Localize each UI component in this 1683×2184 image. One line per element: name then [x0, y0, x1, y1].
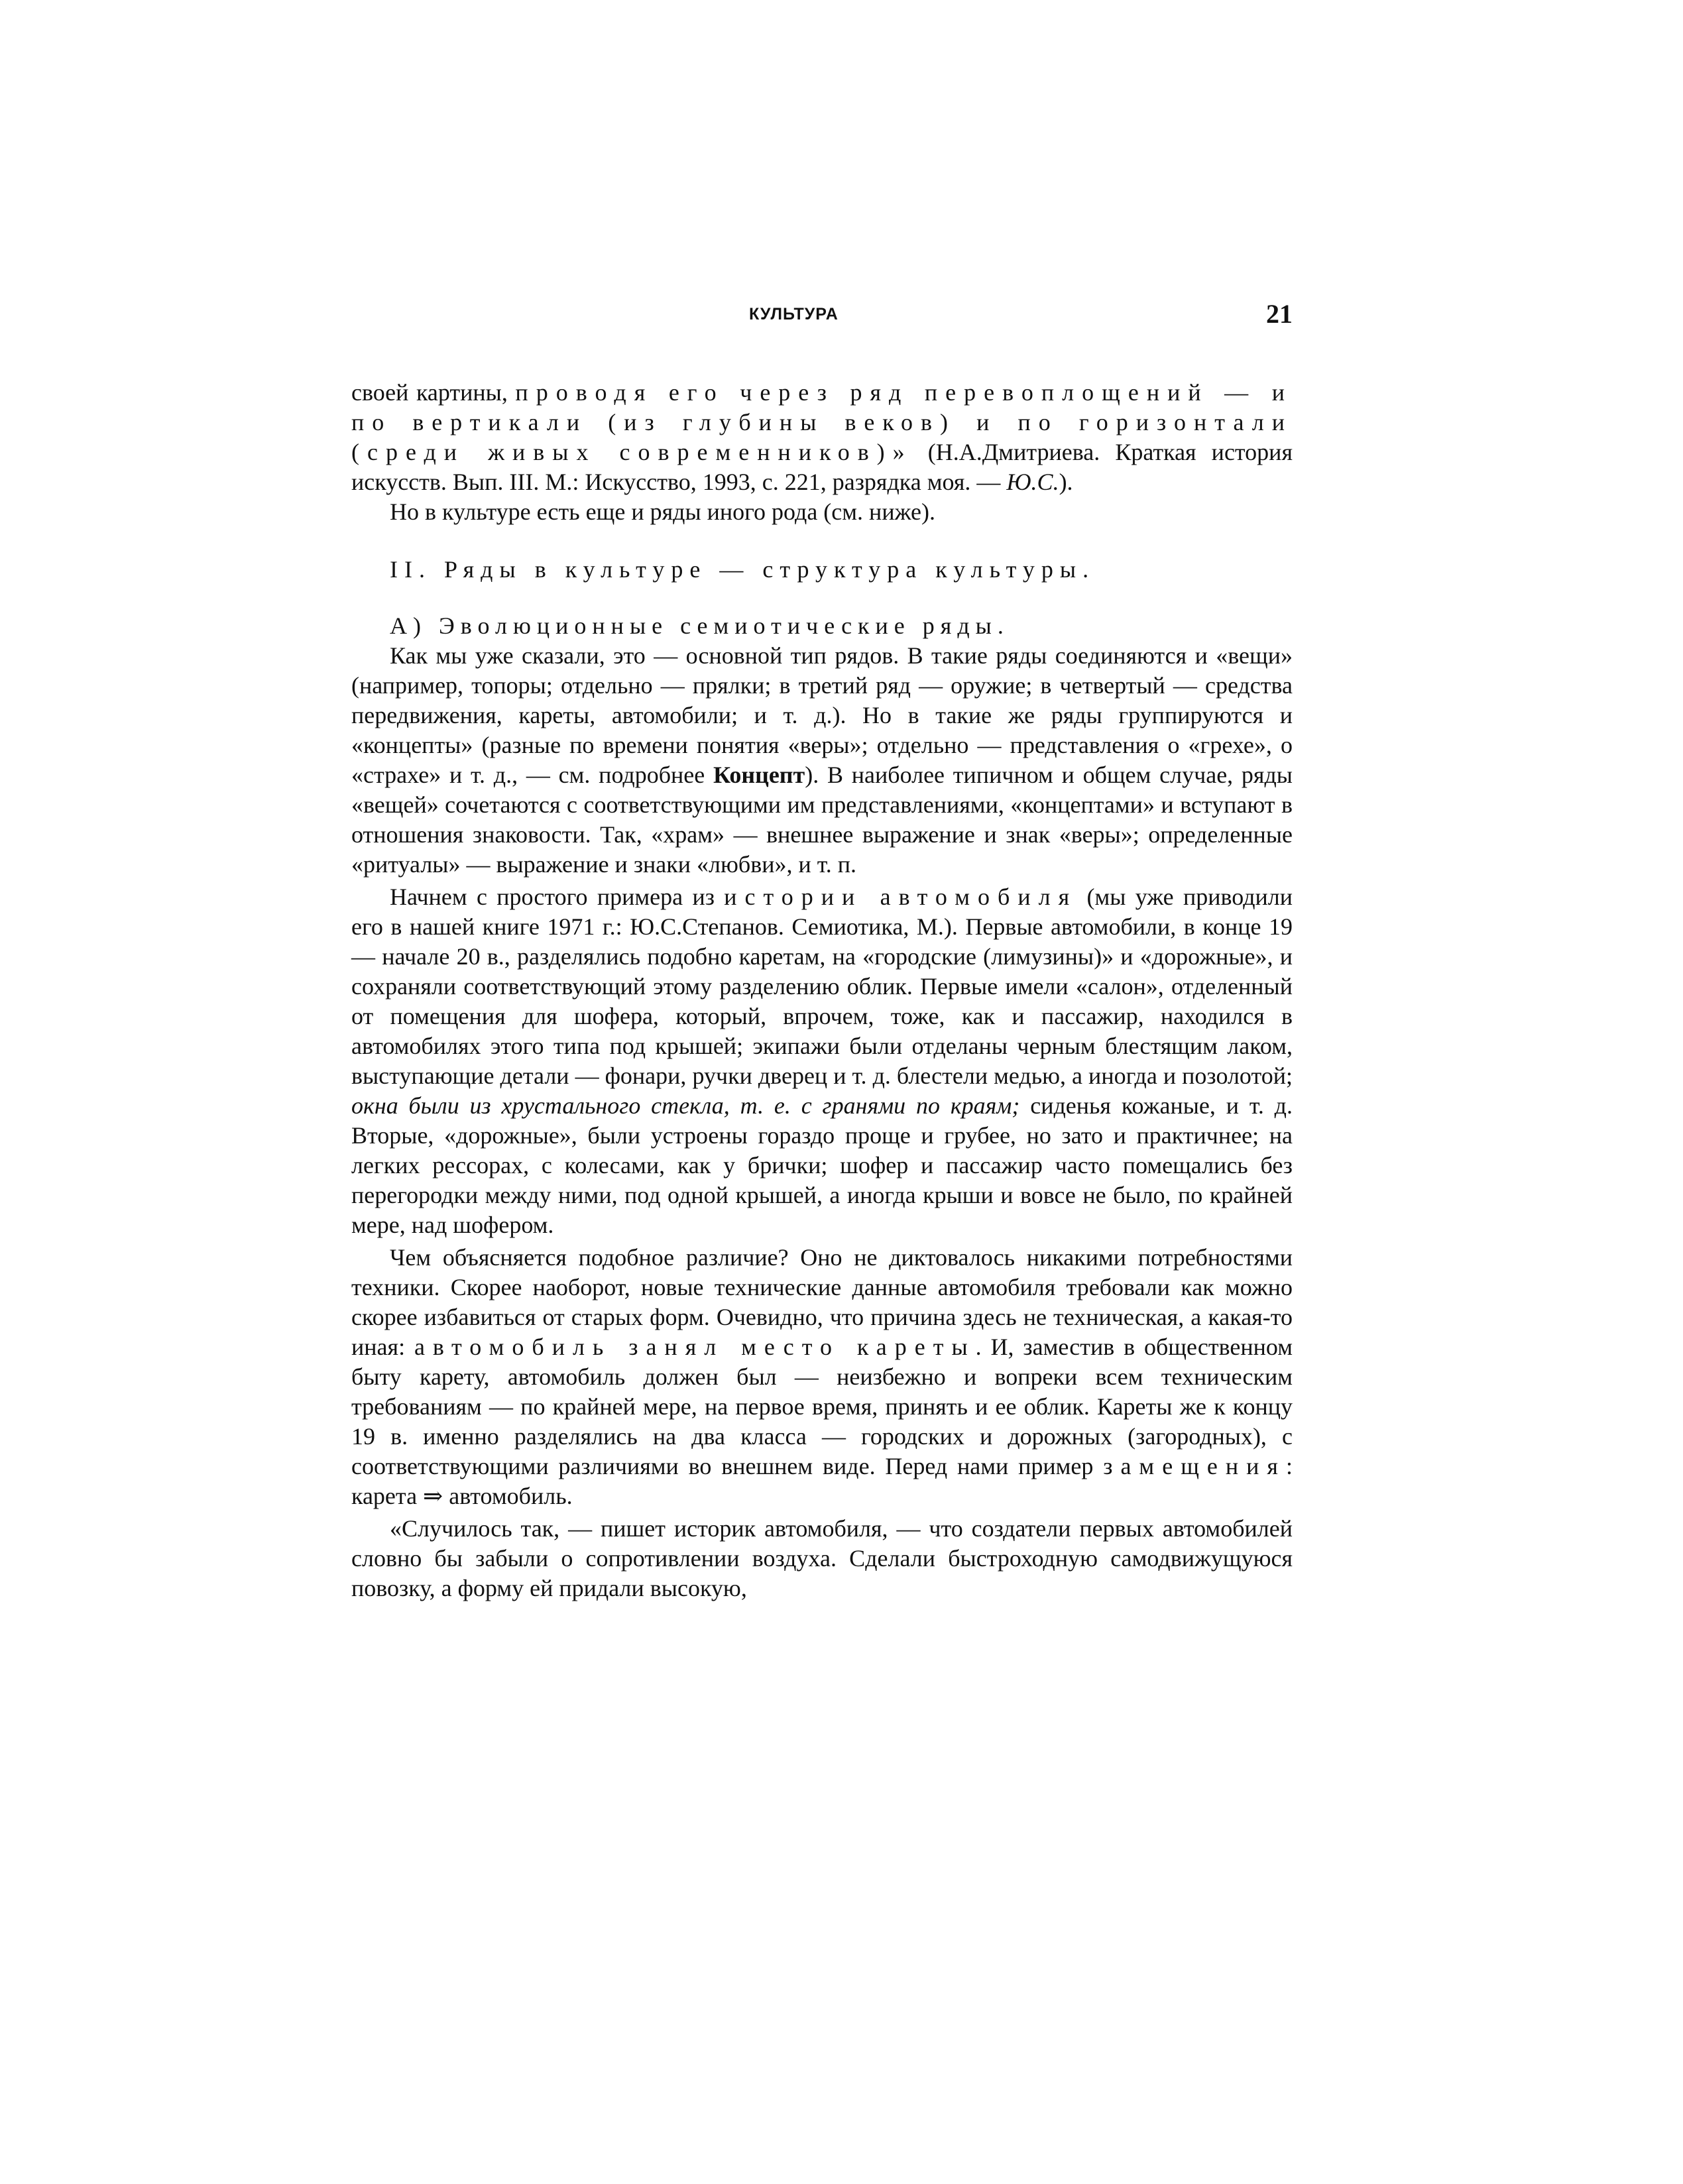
- author-initials: Ю.С.: [1006, 469, 1059, 495]
- spaced-emphasis: истории автомобиля: [724, 884, 1078, 910]
- spaced-emphasis: проводя его через ряд перевоплощений — и по вертикали (из глубины веков) и по горизонтали (среди живых современников)»: [351, 379, 1293, 465]
- subsection-heading: А) Эволюционные семиотические ряды.: [390, 612, 1010, 639]
- running-head: [351, 298, 1293, 331]
- paragraph-other-rows: Но в культуре есть еще и ряды иного рода (см. ниже).: [390, 498, 935, 525]
- paragraph-evolutionary-rows: Как мы уже сказали, это — основной тип рядов. В такие ряды соединяются и «вещи» (например, топоры; отдельно — прялки; в третий ряд — оружие; в четвертый — средства передвижения, кареты, автомобили; и т. д.). Но в такие же ряды группируются и «концепты» (разные по времени понятия «веры»; отдельно — представления о «грехе», о «страхе» и т. д., — см. подробнее Концепт). В наиболее типичном и общем случае, ряды «вещей» сочетаются с соответствующими им представлениями, «концептами» и вступают в отношения знаковости. Так, «храм» — внешнее выражение и знак «веры»; определенные «ритуалы» — выражение и знаки «любви», и т. п.: [351, 642, 1293, 878]
- spaced-emphasis: замещения: [1103, 1453, 1286, 1479]
- section-heading: II. Ряды в культуре — структура культуры.: [390, 556, 1096, 583]
- paragraph-historian-quote: «Случилось так, — пишет историк автомобиля, — что создатели первых автомобилей словно бы забыли о сопротивлении воздуха. Сделали быстроходную самодвижущуюся повозку, а форму ей придали высокую,: [351, 1515, 1293, 1601]
- cross-reference-term: Концепт: [713, 762, 805, 788]
- paragraph-substitution: Чем объясняется подобное различие? Оно не диктовалось никакими потребностями техники. Скорее наоборот, новые технические данные автомобиля требовали как можно скорее избавиться от старых форм. Очевидно, что причина здесь не техническая, а какая-то иная: автомобиль занял место кареты. И, заместив в общественном быту карету, автомобиль должен был — неизбежно и вопреки всем техническим требованиям — по крайней мере, на первое время, принять и ее облик. Кареты же к концу 19 в. именно разделялись на два класса — городских и дорожных (загородных), с соответствующими различиями во внешнем виде. Перед нами пример замещения: карета ⇒ автомобиль.: [351, 1244, 1293, 1509]
- page-number: 21: [1266, 299, 1293, 329]
- running-title: КУЛЬТУРА: [749, 305, 839, 323]
- book-page: [351, 298, 1293, 1603]
- paragraph-quote-end: своей картины, проводя его через ряд перевоплощений — и по вертикали (из глубины веков) и по горизонтали (среди живых современников)» (Н.А.Дмитриева. Краткая история искусств. Вып. III. М.: Искусство, 1993, с. 221, разрядка моя. — Ю.С.).: [351, 379, 1293, 495]
- spaced-emphasis: автомобиль занял место кареты: [414, 1334, 976, 1360]
- paragraph-automobile-history: Начнем с простого примера из истории автомобиля (мы уже приводили его в нашей книге 1971 г.: Ю.С.Степанов. Семиотика, М.). Первые автомобили, в конце 19 — начале 20 в., разделялись подобно каретам, на «городские (лимузины)» и «дорожные», и сохраняли соответствующий этому разделению облик. Первые имели «салон», отделенный от помещения для шофера, который, впрочем, тоже, как и пассажир, находился в автомобилях этого типа под крышей; экипажи были отделаны черным блестящим лаком, выступающие детали — фонари, ручки дверец и т. д. блестели медью, а иногда и позолотой; окна были из хрустального стекла, т. е. с гранями по краям; сиденья кожаные, и т. д. Вторые, «дорожные», были устроены гораздо проще и грубее, но зато и практичнее; на легких рессорах, с колесами, как у брички; шофер и пассажир часто помещались без перегородки между ними, под одной крышей, а иногда крыши и вовсе не было, по крайней мере, над шофером.: [351, 884, 1293, 1238]
- body-text: [351, 378, 1293, 1603]
- italic-emphasis: окна были из хрустального стекла, т. е. с гранями по краям;: [351, 1092, 1020, 1119]
